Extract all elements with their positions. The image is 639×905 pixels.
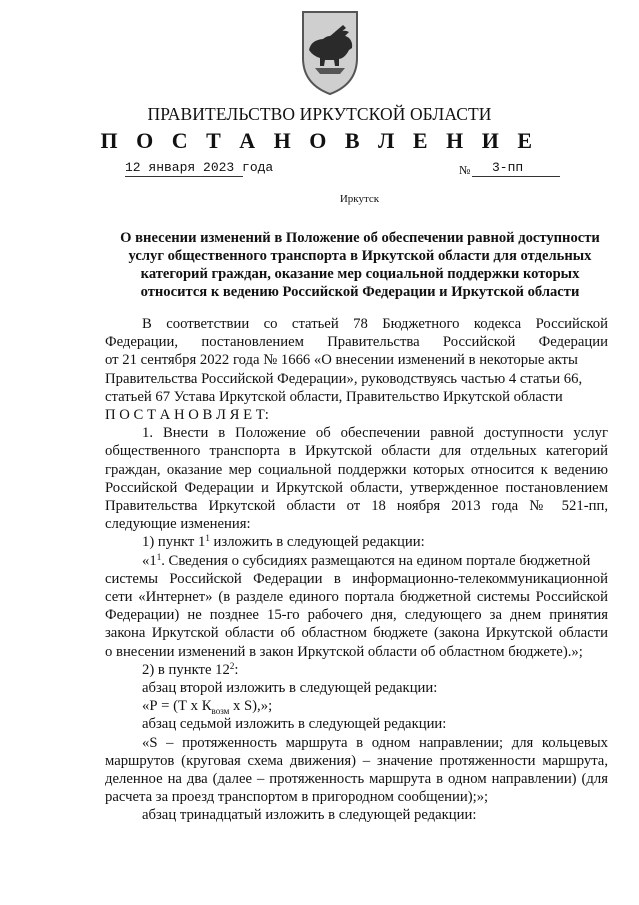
body-line: следующие изменения: bbox=[105, 516, 251, 533]
body-line: «S – протяженность маршрута в одном направлении; для кольцевых bbox=[142, 734, 608, 751]
body-line: граждан, оказание мер социальной поддержки которых относится к ведению bbox=[105, 461, 608, 478]
body-line: абзац седьмой изложить в следующей редакции: bbox=[142, 716, 447, 733]
body-line: от 21 сентября 2022 года № 1666 «О внесении изменений в некоторые акты bbox=[105, 352, 578, 369]
formula-line bbox=[105, 697, 608, 715]
subitem-text: 1) пункт 1 bbox=[142, 534, 206, 551]
body-line: Федерации) не позднее 15-го рабочего дня, следующего за днем принятия bbox=[105, 607, 608, 624]
body-line: деленное на два (далее – протяженность маршрута в одном направлении) (для bbox=[105, 771, 608, 788]
quote-line bbox=[105, 552, 608, 570]
body-line: Федерации, постановлением Правительства Российской Федерации bbox=[105, 334, 608, 351]
formula-text: х S),»; bbox=[229, 698, 273, 715]
body-line: Российской Федерации и Иркутской области, утвержденное постановлением bbox=[105, 479, 608, 496]
city-name: Иркутск bbox=[339, 193, 380, 205]
document-number: 3-пп bbox=[472, 160, 560, 177]
body-line: маршрутов (круговая схема движения) – значение протяженности маршрута, bbox=[105, 752, 608, 769]
coat-of-arms-icon bbox=[299, 6, 361, 96]
body-line: расчета за проезд транспортом в пригородном сообщении);»; bbox=[105, 789, 489, 806]
superscript: 2 bbox=[229, 660, 235, 671]
title-line: относится к ведению Российской Федерации и Иркутской области bbox=[140, 284, 580, 300]
quote-text: . Сведения о субсидиях размещаются на едином портале бюджетной bbox=[161, 552, 591, 569]
body-line: статьей 67 Устава Иркутской области, Правительство Иркутской области bbox=[105, 388, 563, 405]
superscript: 1 bbox=[156, 551, 162, 562]
subitem-text: 2) в пункте 12 bbox=[142, 661, 230, 678]
subitem-1 bbox=[105, 533, 608, 551]
body-line: закона Иркутской области об областном бюджете (закона Иркутской области bbox=[105, 625, 608, 642]
number-sign: № bbox=[459, 163, 471, 177]
subitem-text: : bbox=[234, 661, 239, 678]
body-line: абзац тринадцатый изложить в следующей редакции: bbox=[142, 807, 477, 824]
document-type: П О С Т А Н О В Л Е Н И Е bbox=[100, 128, 539, 153]
decree-word: П О С Т А Н О В Л Я Е Т: bbox=[105, 407, 269, 424]
body-line: Правительства Российской Федерации», руководствуясь частью 4 статьи 66, bbox=[105, 370, 583, 387]
government-title: ПРАВИТЕЛЬСТВО ИРКУТСКОЙ ОБЛАСТИ bbox=[147, 104, 492, 124]
title-line: услуг общественного транспорта в Иркутской области для отдельных bbox=[128, 248, 592, 264]
quote-text: «1 bbox=[142, 552, 157, 569]
body-line: о внесении изменений в закон Иркутской области об областном бюджете).»; bbox=[105, 643, 583, 660]
subitem-2 bbox=[105, 661, 608, 679]
document-title bbox=[100, 229, 620, 301]
superscript: 1 bbox=[205, 533, 210, 544]
body-line: системы Российской Федерации в информационно-телекоммуникационной bbox=[105, 570, 608, 587]
document-date: 12 января 2023 года bbox=[125, 160, 274, 175]
title-line: категорий граждан, оказание мер социальной поддержки которых bbox=[140, 266, 580, 282]
body-line: В соответствии со статьей 78 Бюджетного кодекса Российской bbox=[142, 316, 608, 332]
body-line: общественного транспорта в Иркутской области для отдельных категорий bbox=[105, 443, 608, 460]
subitem-text: изложить в следующей редакции: bbox=[209, 534, 425, 551]
body-line: Правительства Иркутской области от 18 ноября 2013 года № 521-пп, bbox=[105, 498, 608, 515]
subscript: возм bbox=[211, 706, 230, 717]
body-line: 1. Внести в Положение об обеспечении равной доступности услуг bbox=[142, 425, 608, 442]
body-line: сети «Интернет» (в разделе единого портала бюджетной системы Российской bbox=[105, 589, 608, 606]
formula-text: «Р = (Т х К bbox=[142, 698, 212, 715]
title-line: О внесении изменений в Положение об обеспечении равной доступности bbox=[120, 230, 600, 246]
body-line: абзац второй изложить в следующей редакции: bbox=[142, 680, 438, 697]
document-body bbox=[105, 315, 608, 825]
